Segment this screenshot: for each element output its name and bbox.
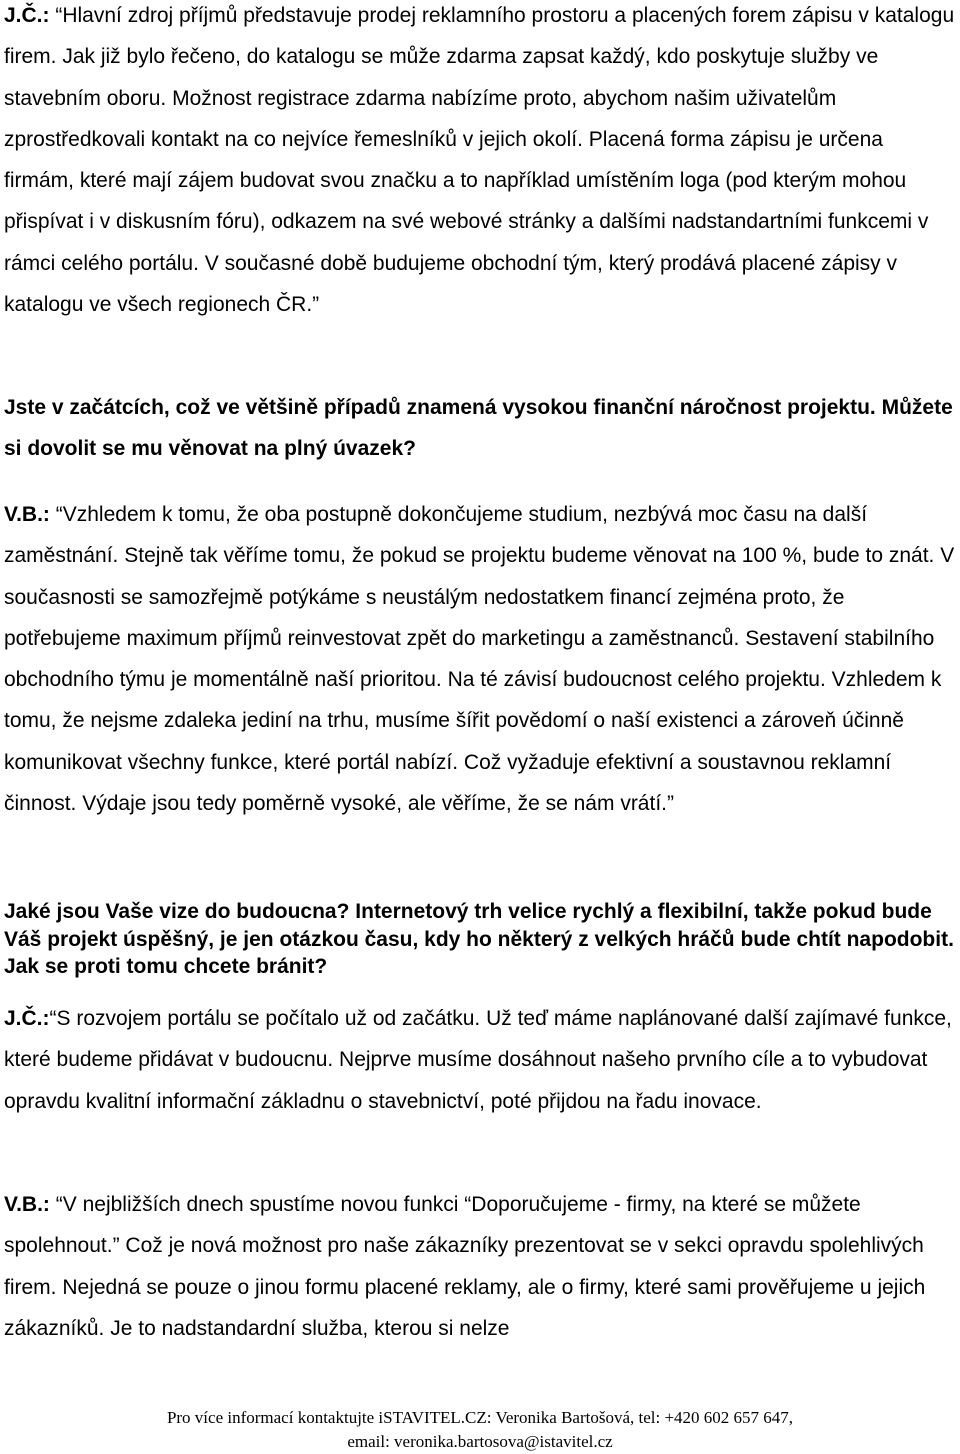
question-paragraph-2: Jaké jsou Vaše vize do budoucna? Internetový trh velice rychlý a flexibilní, takže pokud bude Váš projekt úspěšný, je jen otázkou času, kdy ho některý z velkých hráčů bude chtít napodobit. Jak se proti tomu chcete bránit? (4, 900, 954, 978)
answer-text: Stejně tak věříme tomu, že pokud se projektu budeme věnovat na 100 %, bude to znát. (124, 544, 941, 568)
answer-text: Na té závisí budoucnost celého projektu. (447, 668, 832, 692)
answer-paragraph-4 (4, 1184, 958, 1349)
answer-paragraph-2 (4, 494, 958, 824)
answer-text: Což vyžaduje efektivní a soustavnou reklamní činnost. (4, 750, 892, 816)
footer-contact-line: Pro více informací kontaktujte iSTAVITEL.CZ: Veronika Bartošová, tel: +420 602 657 647, (166, 1408, 794, 1427)
answer-text: Nejprve musíme dosáhnout našeho prvního cíle a to vybudovat opravdu kvalitní informační základnu o stavebnictví, poté přijdou na řadu inovace. (4, 1048, 928, 1113)
answer-text: V současnosti se samozřejmě potýkáme s neustálým nedostatkem financí zejména proto, že potřebujeme maximum příjmů reinvestovat zpět do marketingu a zaměstnanců. (4, 544, 955, 650)
answer-text: Už teď máme naplánované další zajímavé funkce, které budeme přidávat v budoucnu. (4, 1007, 952, 1072)
speaker-label: J.Č.: (4, 1007, 50, 1030)
speaker-label: J.Č.: (4, 4, 50, 27)
answer-text: Výdaje jsou tedy poměrně vysoké, ale věříme, že se nám vrátí.” (82, 792, 674, 816)
answer-text: Vzhledem k tomu, že nejsme zdaleka jediní na trhu, musíme šířit povědomí o naší existenci a zároveň účinně komunikovat všechny funkce, které portál nabízí. (4, 668, 942, 774)
answer-text: “V nejbližších dnech spustíme novou funkci “Doporučujeme - firmy, na které se můžete spolehnout.” (4, 1193, 861, 1258)
speaker-label: V.B.: (4, 1193, 50, 1216)
answer-text: Je to nadstandardní služba, kterou si nelze (110, 1316, 510, 1340)
answer-text: Placená forma zápisu je určena firmám, které mají zájem budovat svou značku a to například umístěním loga (pod kterým mohou přispívat i v diskusním fóru), odkazem na své webové stránky a dalšími nadstandartními funkcemi v rámci celého portálu. (4, 127, 929, 275)
answer-text: Což je nová možnost pro naše zákazníky prezentovat se v sekci opravdu spolehlivých firem. (4, 1234, 924, 1299)
footer-email-line: email: veronika.bartosova@istavitel.cz (347, 1432, 613, 1451)
answer-text: Sestavení stabilního obchodního týmu je momentálně naší prioritou. (4, 626, 935, 692)
answer-text: Možnost registrace zdarma nabízíme proto, abychom našim uživatelům zprostředkovali kontakt na co nejvíce řemeslníků v jejich okolí. (4, 86, 837, 151)
page-footer (0, 1406, 960, 1454)
speaker-label: V.B.: (4, 503, 50, 526)
answer-paragraph-3 (4, 998, 958, 1122)
answer-text: V současné době budujeme obchodní tým, který prodává placené zápisy v katalogu ve všech regionech ČR.” (4, 251, 898, 317)
answer-paragraph-1 (4, 0, 958, 325)
answer-text: “S rozvojem portálu se počítalo už od začátku. (49, 1007, 487, 1030)
answer-text: “Hlavní zdroj příjmů představuje prodej reklamního prostoru a placených forem zápisu v katalogu firem. Jak již bylo řečeno, do katalogu se může zdarma zapsat každý, kdo poskytuje služby ve stavebním oboru. (4, 4, 955, 110)
answer-text: Nejedná se pouze o jinou formu placené reklamy, ale o firmy, které sami prověřujeme u jejich zákazníků. (4, 1275, 926, 1340)
question-paragraph-1: Jste v začátcích, což ve většině případů znamená vysokou finanční náročnost projektu. Můžete si dovolit se mu věnovat na plný úvazek? (4, 396, 953, 461)
answer-text: “Vzhledem k tomu, že oba postupně dokončujeme studium, nezbývá moc času na další zaměstnání. (4, 503, 868, 568)
